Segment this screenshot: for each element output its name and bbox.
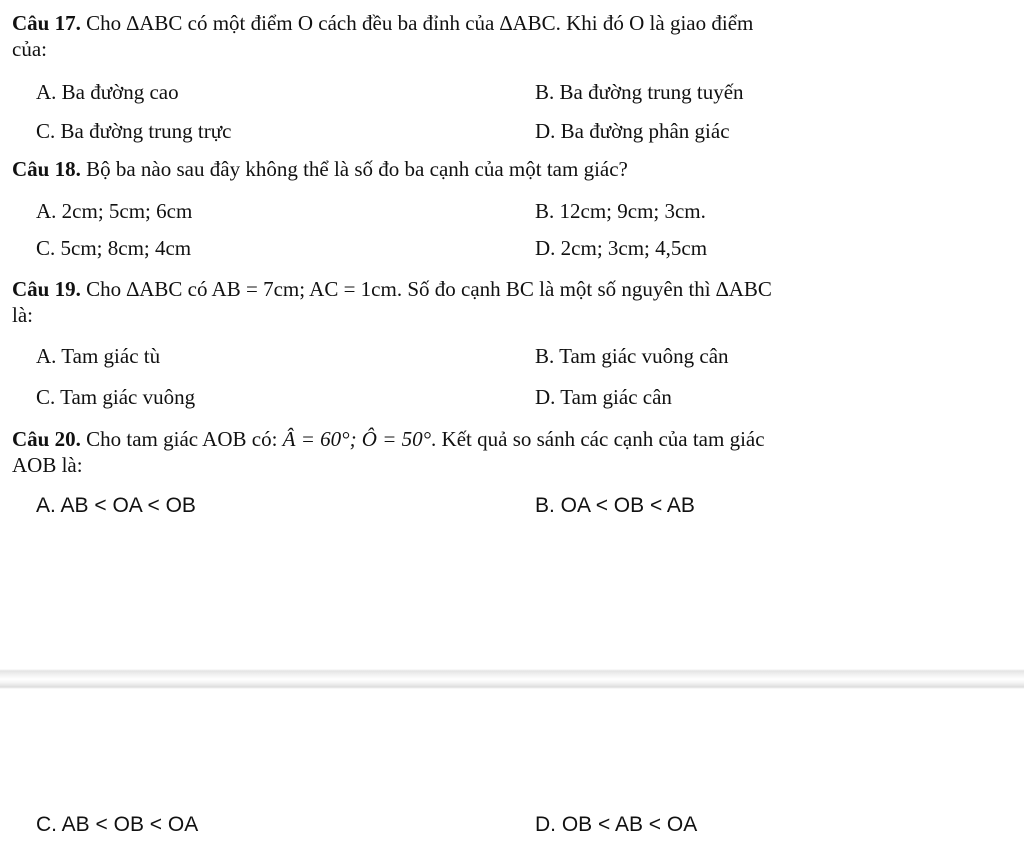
question-18-line-1 [12,156,628,182]
option-19-d: D. Tam giác cân [535,385,672,409]
question-text: Cho ∆ABC có AB = 7cm; AC = 1cm. Số đo cạnh BC là một số nguyên thì ∆ABC [80,277,772,301]
option-18-b: B. 12cm; 9cm; 3cm. [535,199,706,223]
option-19-c: C. Tam giác vuông [36,385,196,409]
option-20-b: B. OA < OB < AB [535,494,695,517]
question-19-line-2: là: [12,303,33,327]
question-19-line-1 [12,276,772,302]
question-20-line-1 [12,426,765,452]
question-number: Câu 20. [12,427,81,451]
question-number: Câu 17. [12,11,81,35]
angle-equation: Â = 60°; Ô = 50° [282,427,432,451]
question-number: Câu 18. [12,157,81,181]
question-text-tail: . Kết quả so sánh các cạnh của tam giác [431,427,765,451]
option-17-a: A. Ba đường cao [36,80,179,104]
option-17-d: D. Ba đường phân giác [535,119,730,143]
question-text: Cho ∆ABC có một điểm O cách đều ba đỉnh của ∆ABC. Khi đó O là giao điểm [80,11,754,35]
option-18-c: C. 5cm; 8cm; 4cm [36,236,192,260]
option-20-c: C. AB < OB < OA [36,813,199,836]
question-20-line-2: AOB là: [12,453,83,477]
option-19-a: A. Tam giác tù [36,344,161,368]
option-20-a: A. AB < OA < OB [36,494,196,517]
page-separator [0,669,1024,689]
question-text: Cho tam giác AOB có: [80,427,283,451]
question-text: Bộ ba nào sau đây không thể là số đo ba cạnh của một tam giác? [80,157,628,181]
question-17-line-2: của: [12,37,47,61]
option-17-c: C. Ba đường trung trực [36,119,232,143]
question-17-line-1 [12,10,753,36]
option-17-b: B. Ba đường trung tuyến [535,80,744,104]
option-18-a: A. 2cm; 5cm; 6cm [36,199,193,223]
option-20-d: D. OB < AB < OA [535,813,698,836]
question-number: Câu 19. [12,277,81,301]
option-19-b: B. Tam giác vuông cân [535,344,729,368]
option-18-d: D. 2cm; 3cm; 4,5cm [535,236,708,260]
